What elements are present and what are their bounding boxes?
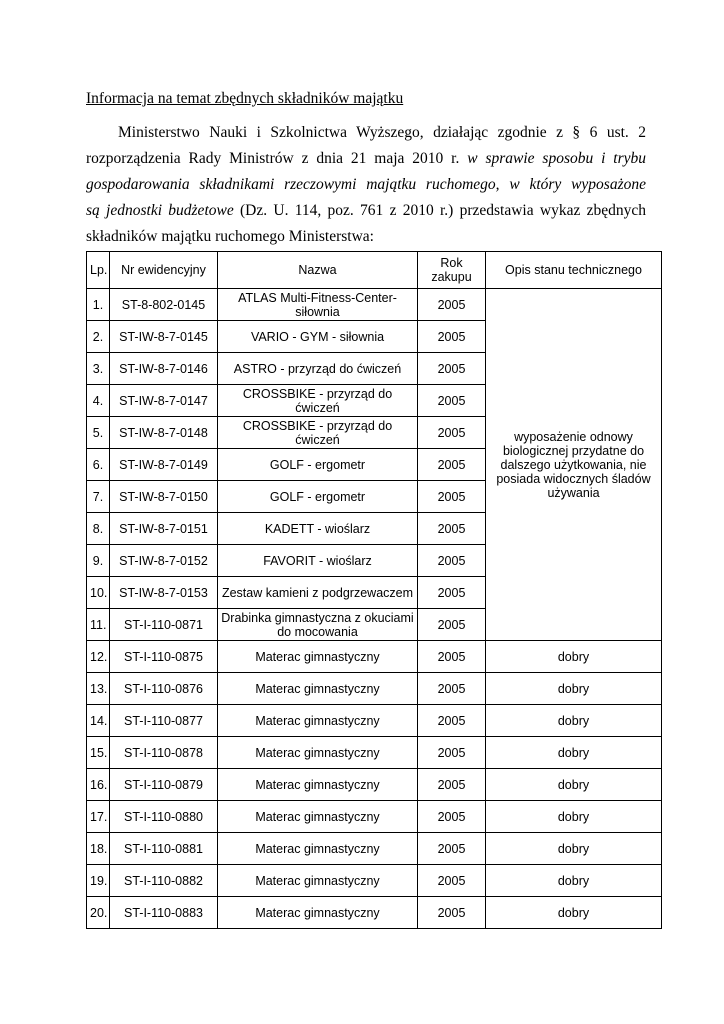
table-header-row: [87, 252, 662, 289]
cell-nazwa: Materac gimnastyczny: [218, 737, 418, 769]
cell-nazwa: CROSSBIKE - przyrząd do ćwiczeń: [218, 385, 418, 417]
table-row: [87, 737, 662, 769]
cell-rok: 2005: [418, 321, 486, 353]
table-row: [87, 769, 662, 801]
cell-nazwa: KADETT - wioślarz: [218, 513, 418, 545]
cell-nr: ST-IW-8-7-0153: [110, 577, 218, 609]
cell-lp: 14.: [87, 705, 110, 737]
cell-nazwa: CROSSBIKE - przyrząd do ćwiczeń: [218, 417, 418, 449]
cell-nazwa: Materac gimnastyczny: [218, 705, 418, 737]
cell-rok: 2005: [418, 865, 486, 897]
table-row: [87, 673, 662, 705]
cell-lp: 1.: [87, 289, 110, 321]
cell-opis: dobry: [486, 833, 662, 865]
cell-nr: ST-I-110-0878: [110, 737, 218, 769]
cell-lp: 17.: [87, 801, 110, 833]
cell-opis: dobry: [486, 865, 662, 897]
cell-nr: ST-IW-8-7-0151: [110, 513, 218, 545]
table-row: [87, 833, 662, 865]
table-row: [87, 865, 662, 897]
cell-lp: 16.: [87, 769, 110, 801]
cell-opis-merged: wyposażenie odnowy biologicznej przydatne do dalszego użytkowania, nie posiada widocznych śladów używania: [486, 289, 662, 641]
cell-nr: ST-I-110-0881: [110, 833, 218, 865]
intro-line-3: [86, 172, 646, 198]
cell-opis: dobry: [486, 705, 662, 737]
cell-nr: ST-I-110-0877: [110, 705, 218, 737]
table-row: [87, 801, 662, 833]
cell-nr: ST-IW-8-7-0149: [110, 449, 218, 481]
cell-rok: 2005: [418, 737, 486, 769]
cell-nr: ST-I-110-0871: [110, 609, 218, 641]
cell-nr: ST-I-110-0882: [110, 865, 218, 897]
cell-nazwa: Materac gimnastyczny: [218, 801, 418, 833]
cell-nazwa: Materac gimnastyczny: [218, 897, 418, 929]
intro-line-2-plain: rozporządzenia Rady Ministrów z dnia 21 maja 2010 r.: [86, 150, 460, 167]
header-lp: Lp.: [87, 252, 110, 289]
cell-rok: 2005: [418, 833, 486, 865]
cell-nazwa: FAVORIT - wioślarz: [218, 545, 418, 577]
cell-lp: 15.: [87, 737, 110, 769]
cell-rok: 2005: [418, 577, 486, 609]
cell-rok: 2005: [418, 385, 486, 417]
cell-nr: ST-8-802-0145: [110, 289, 218, 321]
cell-nr: ST-IW-8-7-0150: [110, 481, 218, 513]
cell-nr: ST-IW-8-7-0148: [110, 417, 218, 449]
cell-rok: 2005: [418, 545, 486, 577]
intro-line-1: Ministerstwo Nauki i Szkolnictwa Wyższego, działając zgodnie z § 6 ust. 2: [118, 124, 646, 141]
cell-rok: 2005: [418, 449, 486, 481]
intro-line-3-italic: gospodarowania składnikami rzeczowymi majątku ruchomego, w który wyposażone: [86, 176, 646, 193]
cell-rok: 2005: [418, 897, 486, 929]
cell-nr: ST-I-110-0875: [110, 641, 218, 673]
header-nr-ewidencyjny: Nr ewidencyjny: [110, 252, 218, 289]
cell-nazwa: ATLAS Multi-Fitness-Center-siłownia: [218, 289, 418, 321]
cell-opis: dobry: [486, 737, 662, 769]
cell-rok: 2005: [418, 705, 486, 737]
cell-nr: ST-IW-8-7-0147: [110, 385, 218, 417]
cell-nazwa: Zestaw kamieni z podgrzewaczem: [218, 577, 418, 609]
cell-lp: 6.: [87, 449, 110, 481]
cell-opis: dobry: [486, 897, 662, 929]
cell-rok: 2005: [418, 417, 486, 449]
cell-lp: 4.: [87, 385, 110, 417]
cell-opis: dobry: [486, 641, 662, 673]
header-nazwa: Nazwa: [218, 252, 418, 289]
cell-rok: 2005: [418, 673, 486, 705]
table-row: [87, 897, 662, 929]
intro-line-5: składników majątku ruchomego Ministerstwa:: [86, 228, 374, 245]
cell-nazwa: Materac gimnastyczny: [218, 833, 418, 865]
cell-lp: 19.: [87, 865, 110, 897]
cell-nazwa: Materac gimnastyczny: [218, 641, 418, 673]
intro-line-2-italic: w sprawie sposobu i trybu: [467, 150, 647, 167]
cell-rok: 2005: [418, 609, 486, 641]
intro-line-2: [86, 146, 646, 172]
assets-table: [86, 251, 662, 929]
cell-lp: 3.: [87, 353, 110, 385]
cell-lp: 7.: [87, 481, 110, 513]
cell-rok: 2005: [418, 801, 486, 833]
cell-lp: 11.: [87, 609, 110, 641]
cell-rok: 2005: [418, 289, 486, 321]
cell-nazwa: Materac gimnastyczny: [218, 673, 418, 705]
cell-lp: 2.: [87, 321, 110, 353]
cell-lp: 5.: [87, 417, 110, 449]
header-opis-stanu: Opis stanu technicznego: [486, 252, 662, 289]
cell-opis: dobry: [486, 673, 662, 705]
cell-opis: dobry: [486, 769, 662, 801]
cell-rok: 2005: [418, 641, 486, 673]
cell-nazwa: Materac gimnastyczny: [218, 865, 418, 897]
cell-nr: ST-IW-8-7-0152: [110, 545, 218, 577]
table-row: [87, 289, 662, 321]
cell-opis: dobry: [486, 801, 662, 833]
header-rok-zakupu: Rok zakupu: [418, 252, 486, 289]
document-heading: Informacja na temat zbędnych składników majątku: [86, 90, 404, 107]
cell-rok: 2005: [418, 481, 486, 513]
cell-nazwa: Drabinka gimnastyczna z okuciami do mocowania: [218, 609, 418, 641]
cell-nazwa: Materac gimnastyczny: [218, 769, 418, 801]
cell-nr: ST-I-110-0880: [110, 801, 218, 833]
cell-lp: 9.: [87, 545, 110, 577]
cell-rok: 2005: [418, 513, 486, 545]
cell-lp: 13.: [87, 673, 110, 705]
table-row: [87, 705, 662, 737]
cell-lp: 20.: [87, 897, 110, 929]
cell-nr: ST-I-110-0879: [110, 769, 218, 801]
cell-nazwa: ASTRO - przyrząd do ćwiczeń: [218, 353, 418, 385]
cell-lp: 18.: [87, 833, 110, 865]
cell-lp: 12.: [87, 641, 110, 673]
cell-nr: ST-IW-8-7-0146: [110, 353, 218, 385]
cell-rok: 2005: [418, 353, 486, 385]
cell-nr: ST-I-110-0883: [110, 897, 218, 929]
intro-paragraph: [86, 120, 646, 250]
cell-lp: 8.: [87, 513, 110, 545]
cell-nazwa: GOLF - ergometr: [218, 481, 418, 513]
cell-nr: ST-IW-8-7-0145: [110, 321, 218, 353]
intro-line-4: [86, 198, 646, 224]
table-row: [87, 641, 662, 673]
cell-nazwa: GOLF - ergometr: [218, 449, 418, 481]
intro-line-4-italic: są jednostki budżetowe: [86, 202, 234, 219]
intro-line-4-plain: (Dz. U. 114, poz. 761 z 2010 r.) przedstawia wykaz zbędnych: [240, 202, 646, 219]
cell-lp: 10.: [87, 577, 110, 609]
cell-nr: ST-I-110-0876: [110, 673, 218, 705]
cell-rok: 2005: [418, 769, 486, 801]
cell-nazwa: VARIO - GYM - siłownia: [218, 321, 418, 353]
